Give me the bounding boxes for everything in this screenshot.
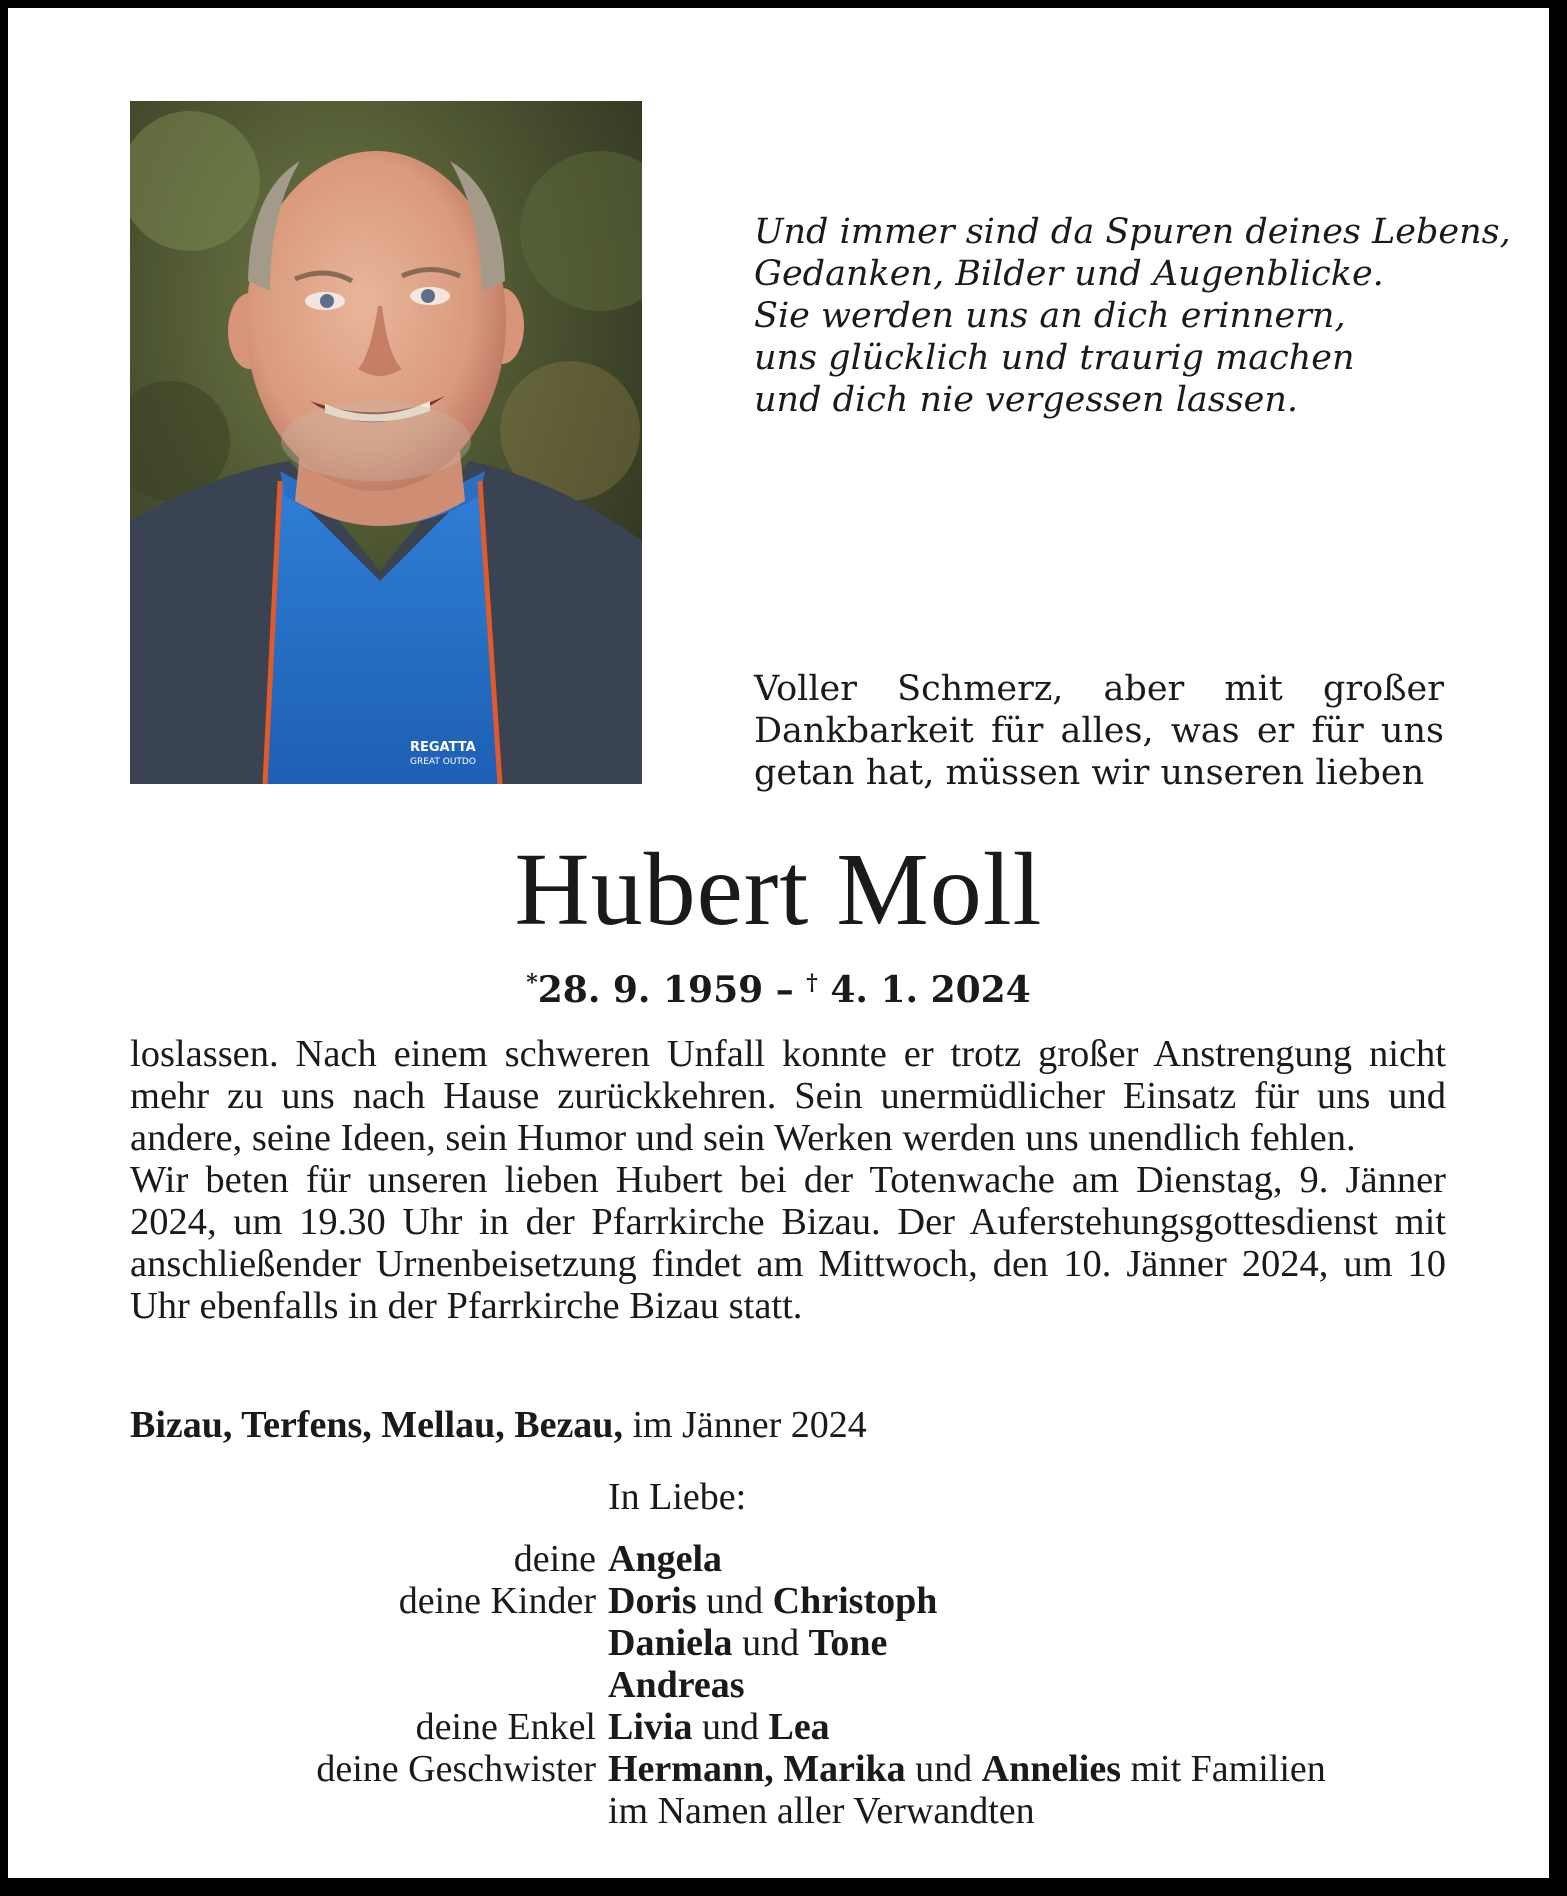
mourner-name: Livia	[608, 1706, 693, 1748]
poem-line: Und immer sind da Spuren deines Lebens,	[754, 212, 1511, 252]
deceased-name: Hubert Moll	[514, 832, 1043, 947]
relation-label: deine Geschwister	[316, 1748, 596, 1790]
poem-line: uns glücklich und traurig machen	[754, 338, 1355, 378]
mourner-name: Annelies	[981, 1748, 1121, 1790]
mourner-name: Daniela	[608, 1622, 733, 1664]
mourner-name: Christoph	[772, 1580, 938, 1622]
mourner-names	[608, 1580, 937, 1622]
relation-label	[130, 1622, 608, 1664]
mourner-name: Doris	[608, 1580, 697, 1622]
birth-symbol: *	[526, 970, 538, 996]
announcement-body	[130, 1033, 1446, 1327]
mourner-connector: mit Familien	[1121, 1748, 1326, 1790]
mourner-names	[608, 1538, 722, 1580]
shirt-logo-line1: REGATTA	[410, 740, 476, 755]
birth-date: 28. 9. 1959	[537, 969, 764, 1011]
mourners-list	[130, 1476, 1530, 1832]
mourner-name: Andreas	[608, 1664, 745, 1706]
death-date: 4. 1. 2024	[830, 969, 1031, 1011]
mourner-names	[608, 1748, 1326, 1790]
mourner-name: Angela	[608, 1538, 722, 1580]
mourner-connector: im Namen aller Verwandten	[608, 1790, 1035, 1832]
mourner-row	[130, 1706, 1530, 1748]
portrait-photo	[130, 101, 642, 784]
mourner-row	[130, 1580, 1530, 1622]
mourner-names	[608, 1790, 1035, 1832]
shirt-logo-line2: GREAT OUTDO	[410, 757, 476, 767]
poem	[754, 211, 1511, 421]
mourner-row	[130, 1790, 1530, 1832]
mourner-connector: und	[692, 1706, 769, 1748]
relation-label	[130, 1790, 608, 1832]
poem-line: und dich nie vergessen lassen.	[754, 380, 1299, 420]
locations: Bizau, Terfens, Mellau, Bezau,	[130, 1404, 623, 1446]
life-dates	[8, 961, 1549, 1012]
body-paragraph: Wir beten für unseren lieben Hubert bei der Totenwache am Dienstag, 9. Jänner 2024, um 19.30 Uhr in der Pfarrkirche Bizau. Der Auferstehungsgottesdienst mit anschließender Urnenbeisetzung findet am Mittwoch, den 10. Jänner 2024, um 10 Uhr ebenfalls in der Pfarrkirche Bizau statt.	[130, 1159, 1446, 1327]
mourner-connector: und	[696, 1580, 773, 1622]
poem-line: Gedanken, Bilder und Augenblicke.	[754, 254, 1384, 294]
relation-label: deine Kinder	[398, 1580, 596, 1622]
mourner-row	[130, 1748, 1530, 1790]
mourner-names	[608, 1664, 745, 1706]
mourners-heading: In Liebe:	[608, 1476, 747, 1518]
mourner-connector: und	[732, 1622, 809, 1664]
intro-text: Voller Schmerz, aber mit großer Dankbarkeit für alles, was er für uns getan hat, müssen wir unseren lieben	[754, 669, 1444, 793]
mourner-row	[130, 1622, 1530, 1664]
relation-label: deine Enkel	[415, 1706, 596, 1748]
mourner-row	[130, 1538, 1530, 1580]
mourners-heading-row	[130, 1476, 1530, 1538]
mourner-name: Hermann, Marika	[608, 1748, 906, 1790]
death-symbol: †	[806, 970, 818, 996]
announcement-date: im Jänner 2024	[622, 1404, 867, 1446]
mourner-connector: und	[905, 1748, 982, 1790]
body-paragraph: loslassen. Nach einem schweren Unfall konnte er trotz großer Anstrengung nicht mehr zu uns nach Hause zurückkehren. Sein unermüdlicher Einsatz für uns und andere, seine Ideen, sein Humor und sein Werken werden uns unendlich fehlen.	[130, 1033, 1446, 1159]
place-date-line	[130, 1403, 867, 1447]
relation-label: deine	[513, 1538, 596, 1580]
poem-line: Sie werden uns an dich erinnern,	[754, 296, 1346, 336]
date-separator: –	[763, 969, 807, 1011]
mourner-name: Tone	[808, 1622, 888, 1664]
relation-label	[130, 1664, 608, 1706]
mourner-row	[130, 1664, 1530, 1706]
obituary-page	[8, 8, 1549, 1878]
mourner-names	[608, 1622, 887, 1664]
mourner-name: Lea	[768, 1706, 830, 1748]
mourner-names	[608, 1706, 830, 1748]
